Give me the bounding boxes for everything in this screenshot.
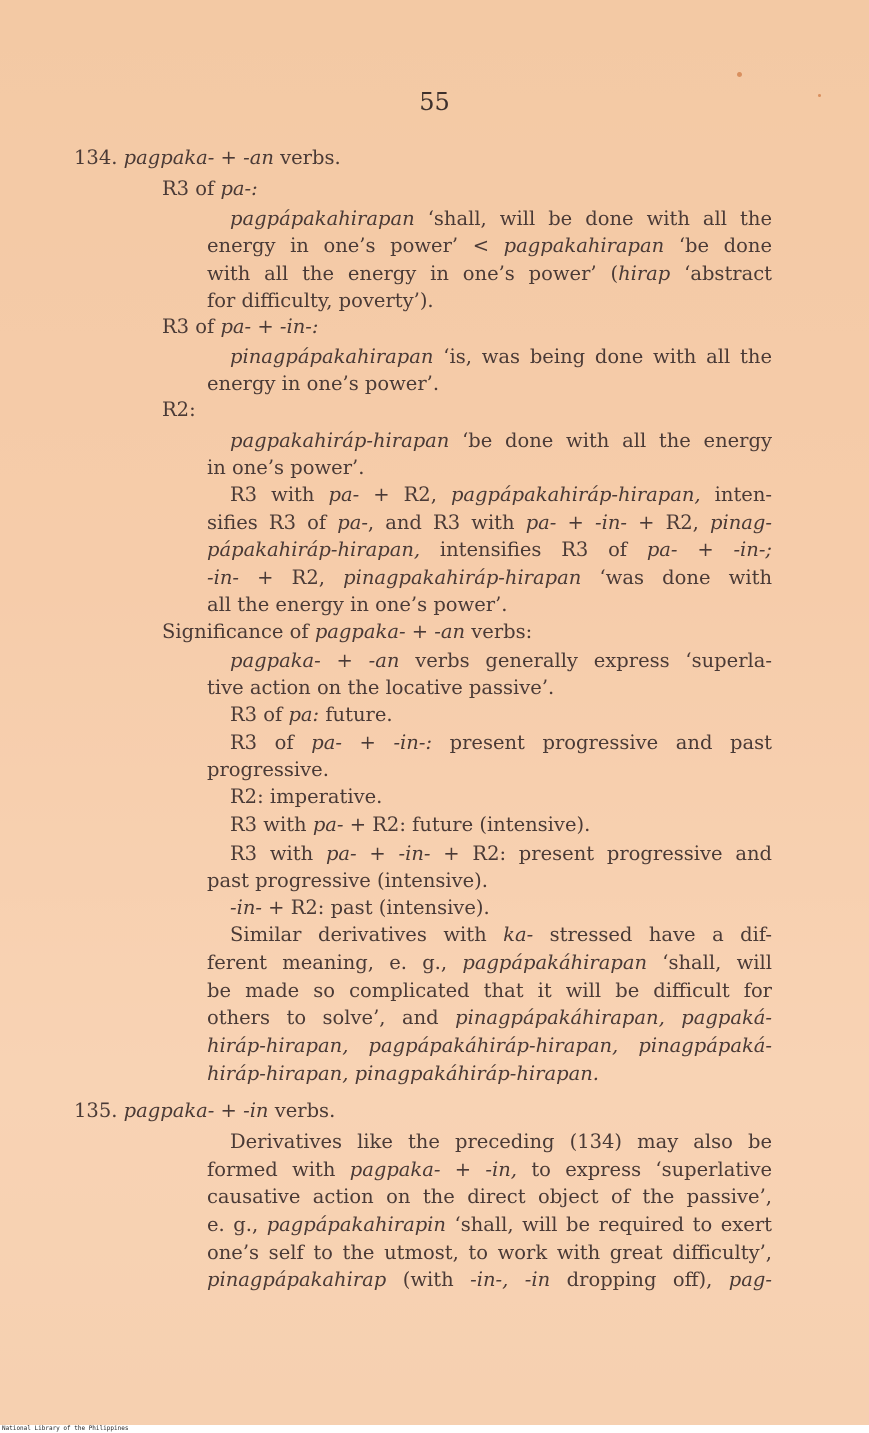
text-line (207, 1184, 772, 1210)
text-run: + (214, 146, 244, 169)
text-run: verbs: (465, 620, 533, 643)
text-line (207, 757, 329, 783)
text-run: verbs generally express ‘superla- (399, 649, 772, 672)
italic-term: -in- (398, 842, 431, 865)
italic-term: pinagpápakahirapan (230, 345, 434, 368)
text-line (230, 812, 590, 838)
italic-term: -an (243, 146, 274, 169)
text-run: ‘was done with (581, 566, 772, 589)
text-line (207, 1005, 772, 1031)
italic-term: pinagpápakahirap (207, 1268, 387, 1291)
text-run: + (320, 649, 369, 672)
italic-term: pinagpápakáhirapan, pagpaká- (455, 1006, 772, 1029)
italic-term: pa-: (220, 177, 258, 200)
text-run: + (341, 731, 394, 754)
italic-term: pa- (325, 842, 357, 865)
text-line (162, 176, 258, 202)
text-run: ‘shall, will be required to exert (445, 1213, 772, 1236)
text-run: future. (319, 703, 393, 726)
text-line (207, 1240, 772, 1266)
text-line (207, 950, 772, 976)
text-run: with all the energy in one’s power’ ( (207, 262, 619, 285)
italic-term: pa- (337, 511, 368, 534)
text-run: verbs. (273, 146, 341, 169)
text-run: for difficulty, poverty’). (207, 289, 434, 312)
italic-term: hiráp-hirapan, pinagpakáhiráp-hirapan. (207, 1062, 599, 1085)
italic-term: pa- (328, 483, 360, 506)
text-run: all the energy in one’s power’. (207, 593, 508, 616)
italic-term: pa- (525, 511, 557, 534)
italic-term: -in, (485, 1158, 518, 1181)
italic-term: -in- (230, 896, 262, 919)
text-run: past progressive (intensive). (207, 869, 488, 892)
text-line (207, 510, 772, 536)
text-run: + R2, (359, 483, 451, 506)
text-line (207, 675, 554, 701)
text-run: (with (386, 1268, 471, 1291)
italic-term: pagpaka- (314, 620, 406, 643)
text-line (207, 233, 772, 259)
text-line (207, 288, 434, 314)
italic-term: pa- (646, 538, 678, 561)
text-run: Significance of (162, 620, 315, 643)
italic-term: -in-: (279, 315, 319, 338)
text-run: inten- (700, 483, 772, 506)
text-run: Similar derivatives with (230, 923, 504, 946)
italic-term: pagpápakáhirapan (462, 951, 648, 974)
text-run: Derivatives like the preceding (134) may also be (230, 1130, 772, 1153)
text-run: formed with (207, 1158, 350, 1181)
italic-term: -an (368, 649, 400, 672)
italic-term: pa- (311, 731, 342, 754)
text-line (230, 784, 382, 810)
text-run: dropping off), (550, 1268, 729, 1291)
text-run: R2: imperative. (230, 785, 383, 808)
italic-term: pápakahiráp-hirapan, (207, 538, 421, 561)
italic-term: hirap (618, 262, 671, 285)
text-line (230, 482, 772, 508)
italic-term: pa- (312, 813, 344, 836)
text-line (207, 1061, 599, 1087)
text-line (230, 730, 772, 756)
italic-term: -in-: (393, 731, 433, 754)
text-run: ‘abstract (670, 262, 772, 285)
text-run: progressive. (207, 758, 329, 781)
text-run: + (677, 538, 734, 561)
text-run: R3 of (230, 731, 312, 754)
text-run: ‘shall, will (647, 951, 772, 974)
text-line (207, 868, 488, 894)
text-line (230, 922, 772, 948)
text-run: ‘shall, will be done with all the (414, 207, 772, 230)
text-run: tive action on the locative passive’. (207, 676, 555, 699)
text-line (207, 455, 364, 481)
text-run: R3 of (162, 315, 221, 338)
text-line (207, 592, 508, 618)
text-line (230, 206, 772, 232)
text-run: e. g., (207, 1213, 267, 1236)
text-run: + (440, 1158, 486, 1181)
text-line (207, 1157, 772, 1183)
italic-term: pagpápakahirapan (230, 207, 415, 230)
text-line (74, 1098, 335, 1124)
italic-term: pagpaka- (123, 146, 215, 169)
text-run: + R2: future (intensive). (343, 813, 591, 836)
italic-term: pagpakahiráp-hirapan (230, 429, 450, 452)
text-run: + (356, 842, 399, 865)
text-line (162, 397, 196, 423)
italic-term: pag- (728, 1268, 772, 1291)
text-run: be made so complicated that it will be difficult for (207, 979, 772, 1002)
text-line (74, 145, 341, 171)
page-speck (737, 72, 742, 77)
text-run: + R2, (626, 511, 710, 534)
page-speck (818, 94, 821, 97)
italic-term: hiráp-hirapan, pagpápakáhiráp-hirapan, pinagpápaká- (207, 1034, 772, 1057)
text-run: R3 with (230, 842, 326, 865)
text-run: , and R3 with (367, 511, 526, 534)
text-run: R3 of (162, 177, 221, 200)
italic-term: pagpápakahiráp-hirapan, (450, 483, 701, 506)
text-run: ‘be done (664, 234, 772, 257)
text-run: ‘is, was being done with all the (433, 345, 772, 368)
italic-term: -an (434, 620, 466, 643)
text-run: causative action on the direct object of the passive’, (207, 1185, 772, 1208)
text-line (230, 344, 772, 370)
text-run: energy in one’s power’ < (207, 234, 504, 257)
italic-term: -in- (207, 566, 239, 589)
text-run: intensifies R3 of (420, 538, 647, 561)
italic-term: pa- (220, 315, 252, 338)
text-line (230, 702, 393, 728)
text-run: verbs. (268, 1099, 336, 1122)
italic-term: -in-; (733, 538, 772, 561)
text-run: one’s self to the utmost, to work with great difficulty’, (207, 1241, 772, 1264)
text-run: 135. (74, 1099, 124, 1122)
italic-term: pa: (288, 703, 320, 726)
text-run: in one’s power’. (207, 456, 365, 479)
text-run: + (251, 315, 280, 338)
text-run: + (405, 620, 435, 643)
text-run: R2: (162, 398, 196, 421)
italic-term: pagpápakahirapin (266, 1213, 446, 1236)
text-line (207, 1267, 772, 1293)
italic-term: pagpaka- (349, 1158, 441, 1181)
text-run: energy in one’s power’. (207, 372, 440, 395)
italic-term: pagpakahirapan (503, 234, 665, 257)
text-run: + (214, 1099, 244, 1122)
text-line (162, 619, 532, 645)
footer-credit: National Library of the Philippines (0, 1425, 869, 1433)
text-run: ferent meaning, e. g., (207, 951, 463, 974)
italic-term: pinag- (709, 511, 772, 534)
text-line (230, 428, 772, 454)
text-run: to express ‘superlative (517, 1158, 772, 1181)
text-run: R3 with (230, 483, 329, 506)
text-line (230, 648, 772, 674)
text-run: + R2: past (intensive). (261, 896, 490, 919)
text-line (207, 261, 772, 287)
italic-term: -in- (595, 511, 627, 534)
text-line (207, 565, 772, 591)
text-run: 134. (74, 146, 124, 169)
text-run: + R2, (238, 566, 344, 589)
text-line (207, 978, 772, 1004)
text-run: R3 of (230, 703, 289, 726)
text-line (162, 314, 318, 340)
text-line (230, 841, 772, 867)
text-run: sifies R3 of (207, 511, 338, 534)
text-run: R3 with (230, 813, 313, 836)
italic-term: -in-, -in (470, 1268, 551, 1291)
italic-term: pagpaka- (123, 1099, 215, 1122)
italic-term: pagpaka- (230, 649, 321, 672)
italic-term: pinagpakahiráp-hirapan (343, 566, 582, 589)
text-run: ‘be done with all the energy (449, 429, 772, 452)
text-run: present progressive and past (432, 731, 772, 754)
text-line (230, 1129, 772, 1155)
text-line (230, 895, 490, 921)
text-line (207, 537, 772, 563)
text-line (207, 1212, 772, 1238)
text-line (207, 1033, 772, 1059)
text-line (207, 371, 439, 397)
page-number: 55 (419, 88, 450, 116)
italic-term: -in (243, 1099, 269, 1122)
text-run: + R2: present progressive and (430, 842, 772, 865)
text-run: + (556, 511, 595, 534)
text-run: others to solve’, and (207, 1006, 456, 1029)
text-run: stressed have a dif- (533, 923, 772, 946)
italic-term: ka- (503, 923, 534, 946)
